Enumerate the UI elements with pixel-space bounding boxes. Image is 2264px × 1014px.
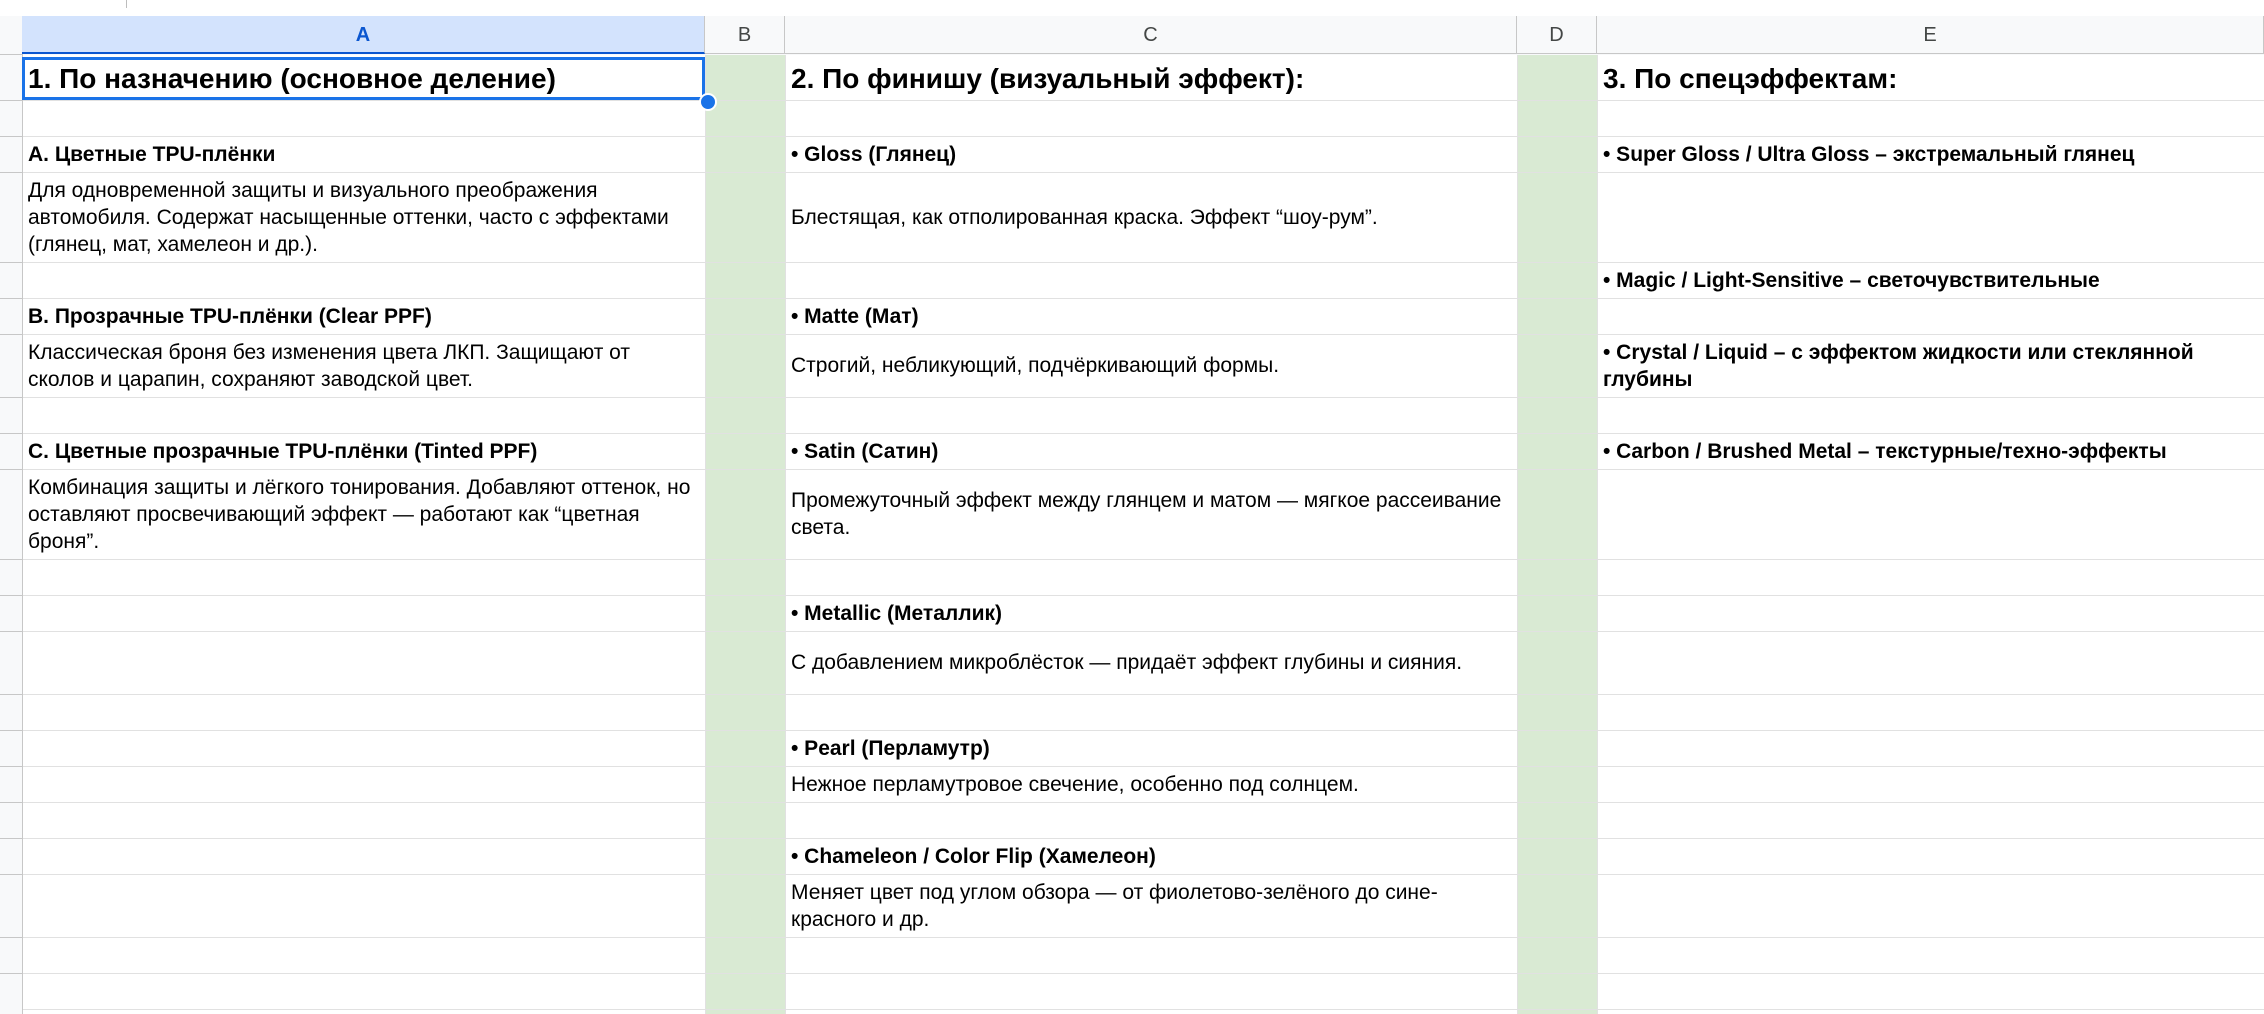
cell-finish-matte-title[interactable]: • Matte (Мат) xyxy=(791,304,919,328)
column-header-c[interactable]: C xyxy=(785,16,1517,54)
cell-finish-pearl-title[interactable]: • Pearl (Перламутр) xyxy=(791,736,990,760)
cell-c-desc-tinted[interactable]: Комбинация защиты и лёгкого тонирования. Добавляют оттенок, но оставляют просвечивающий эффект — работают как “цветная броня”. xyxy=(28,475,691,553)
cell-special-carbon[interactable]: • Carbon / Brushed Metal – текстурные/техно-эффекты xyxy=(1603,439,2167,463)
cell-e1-heading[interactable]: 3. По спецэффектам: xyxy=(1603,62,1898,94)
cell-finish-gloss-desc[interactable]: Блестящая, как отполированная краска. Эффект “шоу-рум”. xyxy=(791,205,1378,229)
cell-a-title-colored[interactable]: A. Цветные TPU-плёнки xyxy=(28,142,276,166)
cell-c-title-tinted[interactable]: C. Цветные прозрачные TPU-плёнки (Tinted PPF) xyxy=(28,439,538,463)
column-header-row xyxy=(0,16,2264,55)
cell-finish-chameleon-title[interactable]: • Chameleon / Color Flip (Хамелеон) xyxy=(791,844,1156,868)
cell-a1-heading[interactable]: 1. По назначению (основное деление) xyxy=(28,62,556,94)
cell-a-desc-colored[interactable]: Для одновременной защиты и визуального преображения автомобиля. Содержат насыщенные оттенки, часто с эффектами (глянец, мат, хамелеон и др.). xyxy=(28,178,669,256)
column-header-d[interactable]: D xyxy=(1517,16,1597,54)
cell-finish-gloss-title[interactable]: • Gloss (Глянец) xyxy=(791,142,957,166)
cell-c1-heading[interactable]: 2. По финишу (визуальный эффект): xyxy=(791,62,1305,94)
column-header-b[interactable]: B xyxy=(705,16,785,54)
cell-b-title-clear[interactable]: B. Прозрачные TPU-плёнки (Clear PPF) xyxy=(28,304,432,328)
cell-b-desc-clear[interactable]: Классическая броня без изменения цвета ЛКП. Защищают от сколов и царапин, сохраняют заводской цвет. xyxy=(28,340,631,391)
column-header-a[interactable]: A xyxy=(22,16,705,54)
cell-finish-pearl-desc[interactable]: Нежное перламутровое свечение, особенно под солнцем. xyxy=(791,772,1359,796)
column-header-e[interactable]: E xyxy=(1597,16,2264,54)
cell-finish-satin-title[interactable]: • Satin (Сатин) xyxy=(791,439,939,463)
cell-finish-satin-desc[interactable]: Промежуточный эффект между глянцем и матом — мягкое рассеивание света. xyxy=(791,489,1502,539)
fill-handle[interactable] xyxy=(699,93,717,111)
cell-special-super-gloss[interactable]: • Super Gloss / Ultra Gloss – экстремальный глянец xyxy=(1603,142,2135,166)
cell-special-magic[interactable]: • Magic / Light-Sensitive – светочувствительные xyxy=(1603,268,2100,292)
row-header-gutter[interactable] xyxy=(0,55,23,1014)
cell-finish-matte-desc[interactable]: Строгий, небликующий, подчёркивающий формы. xyxy=(791,354,1280,377)
cell-finish-metallic-desc[interactable]: С добавлением микроблёсток — придаёт эффект глубины и сияния. xyxy=(791,651,1463,674)
cell-special-crystal[interactable]: • Crystal / Liquid – с эффектом жидкости или стеклянной глубины xyxy=(1603,340,2194,391)
cell-finish-metallic-title[interactable]: • Metallic (Металлик) xyxy=(791,601,1002,625)
cell-finish-chameleon-desc[interactable]: Меняет цвет под углом обзора — от фиолетово-зелёного до сине-красного и др. xyxy=(791,880,1438,931)
select-all-corner[interactable] xyxy=(0,16,23,55)
